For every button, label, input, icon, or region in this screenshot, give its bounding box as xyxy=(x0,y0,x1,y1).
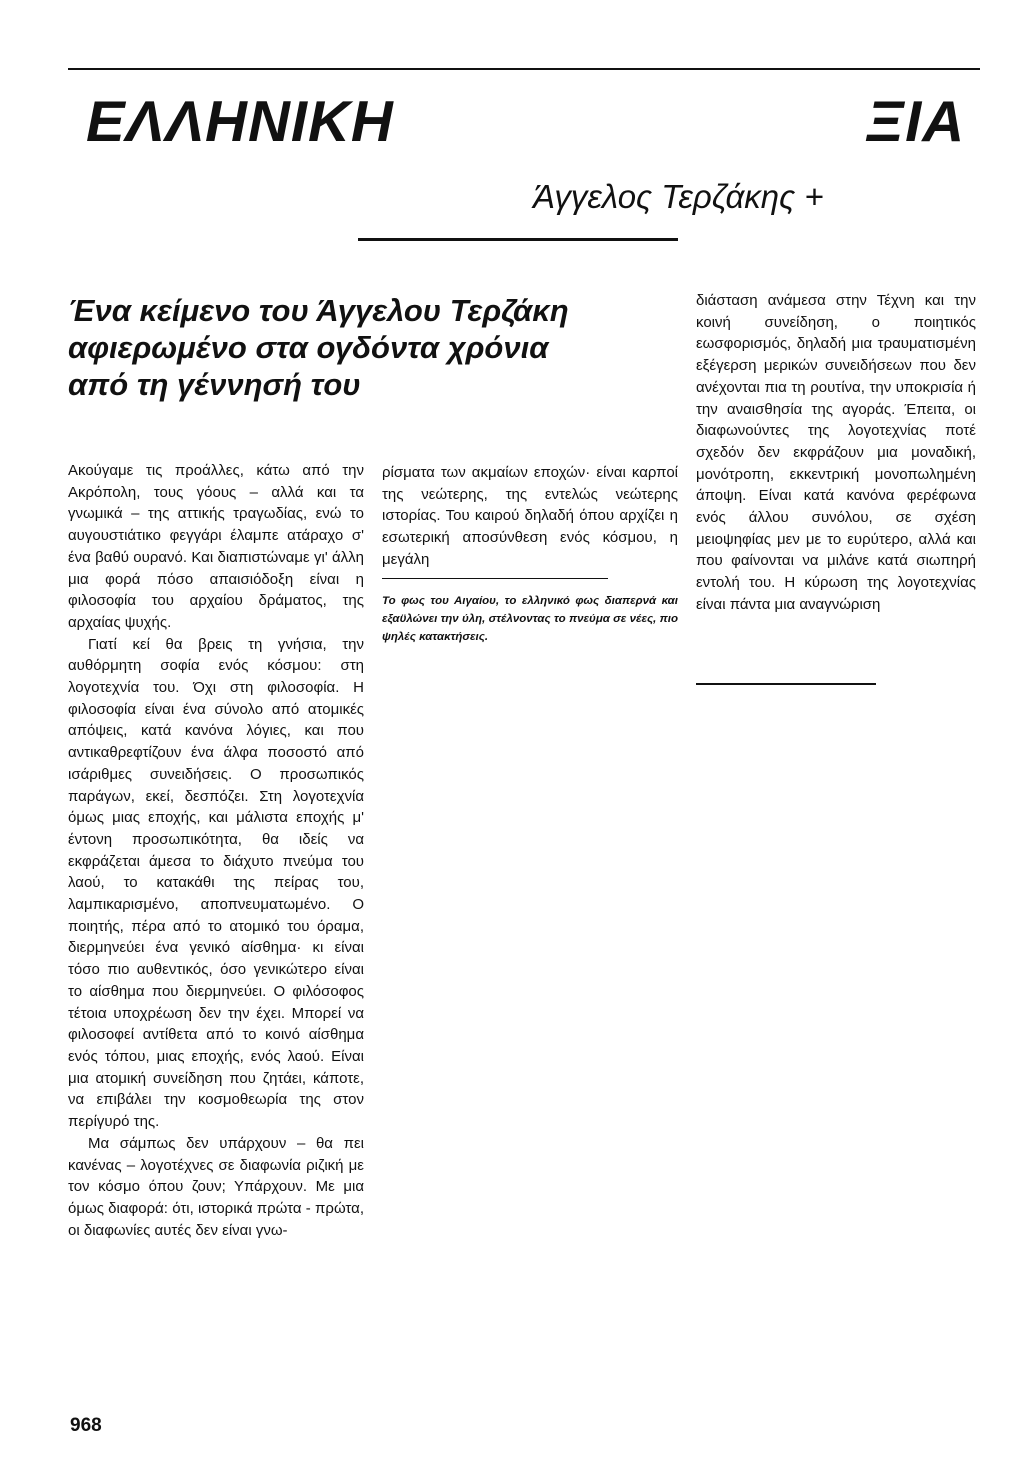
article-headline xyxy=(68,292,688,403)
masthead-right: ΞΙΑ xyxy=(866,89,966,154)
headline-line-3: από τη γέννησή του xyxy=(68,367,361,402)
col1-paragraph-1: Ακούγαμε τις προάλλες, κάτω από την Ακρόπολη, τους γόους – αλλά και τα γνωμικά – της αττικής τραγωδίας, ενώ το αυγουστιάτικο φεγγάρι έλαμπε ατάραχο σ' ένα βαθύ ουρανό. Και διαπιστώναμε γι' άλλη μια φορά πόσο απαισιόδοξη είναι η φιλοσοφία του αρχαίου δράματος, της αρχαίας ψυχής. xyxy=(68,462,364,631)
pullquote: Το φως του Αιγαίου, το ελληνικό φως διαπερνά και εξαϋλώνει την ύλη, στέλνοντας το πνεύμα σε νέες, πιο ψηλές κατακτήσεις. xyxy=(382,595,678,643)
column-2: ρίσματα των ακμαίων εποχών· είναι καρποί της νεώτερης, της εντελώς νεώτερης ιστορίας. Του καιρού δηλαδή όπου αρχίζει η εσωτερική αποσύνθεση ενός κόσμου, η μεγάλη xyxy=(382,464,678,568)
byline-rule xyxy=(358,238,678,241)
masthead-left: ΕΛΛΗΝΙΚΗ xyxy=(86,89,394,154)
page-number: 968 xyxy=(70,1415,102,1436)
col1-paragraph-3: Μα σάμπως δεν υπάρχουν – θα πει κανένας – λογοτέχνες σε διαφωνία ριζική με τον κόσμο όπου ζουν; Υπάρχουν. Με μια όμως διαφορά: ότι, ιστορικά πρώτα - πρώτα, οι διαφωνίες αυτές δεν είναι γνω- xyxy=(68,1134,364,1239)
col1-paragraph-2: Γιατί κεί θα βρεις τη γνήσια, την αυθόρμητη σοφία ενός κόσμου: στη λογοτεχνία του. Όχι στη φιλοσοφία. Η φιλοσοφία είναι ένα σύνολο από ατομικές απόψεις, κατά κανόνα λόγιες, και που αντικαθρεφτίζουν ένα άλφα ποσοστό από ισάριθμες συνειδήσεις. Ο προσωπικός παράγων, εκεί, δεσπόζει. Στη λογοτεχνία όμως μιας εποχής, και μάλιστα εποχής μ' έντονη προσωπικότητα, θα ιδείς να εκφράζεται άμεσα το διάχυτο πνεύμα του λαού, το κατακάθι της πείρας του, λαμπικαρισμένο, αποπνευματωμένο. Ο ποιητής, πέρα από το ατομικό του όραμα, διερμηνεύει ένα γενικό αίσθημα· κι είναι τόσο πιο αυθεντικός, όσο γενικώτερο είναι το αίσθημα που διερμηνεύει. Ο φιλόσοφος τέτοια υποχρέωση δεν την έχει. Μπορεί να φιλοσοφεί αντίθετα από το κοινό αίσθημα ενός τόπου, μιας εποχής, ενός λαού. Είναι μια ατομική συνείδηση που ζητάει, κάποτε, να επιβάλει την κοσμοθεωρία της στον περίγυρό της. xyxy=(68,635,364,1131)
column-3-bottom-rule xyxy=(696,683,876,685)
headline-line-2: αφιερωμένο στα ογδόντα χρόνια xyxy=(68,330,549,365)
pullquote-rule xyxy=(382,578,608,579)
author-byline: Άγγελος Τερζάκης + xyxy=(533,178,824,215)
headline-line-1: Ένα κείμενο του Άγγελου Τερζάκη xyxy=(68,293,569,328)
column-3: διάσταση ανάμεσα στην Τέχνη και την κοινή συνείδηση, ο ποιητικός εωσφορισμός, δηλαδή μια τραυματισμένη εξέγερση μερικών συνειδήσεων που δεν ανέχονται πια τη ρουτίνα, την υποκρισία ή την αναισθησία της αγοράς. Έπειτα, οι διαφωνούντες της λογοτεχνίας ποτέ σχεδόν δεν εκφράζουν μια μοναδική, μονότροπη, εκκεντρική μονοπωλημένη άποψη. Είναι κατά κανόνα φερέφωνα ενός άλλου συνόλου, σε σχέση μειοψηφίας μεν με το ευρύτερο, αλλά και που φαίνονται να μιλάνε κατά σιωπηρή εντολή του. Η κύρωση της λογοτεχνίας είναι πάντα μια αναγνώριση xyxy=(696,292,976,613)
column-1 xyxy=(68,460,364,1241)
top-rule xyxy=(68,68,980,70)
